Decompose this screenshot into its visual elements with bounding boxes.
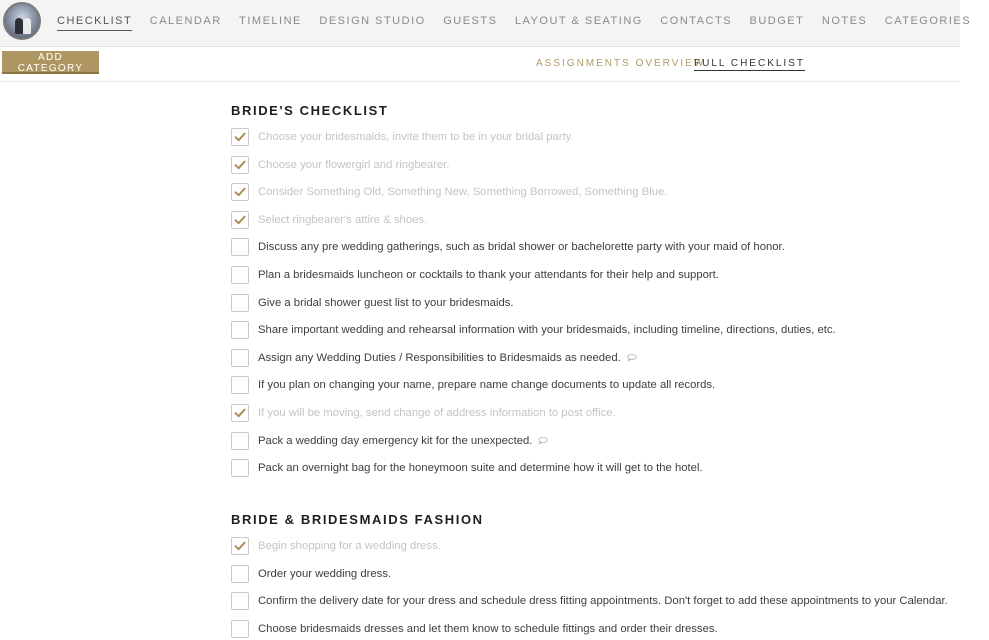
item-checkbox[interactable]	[231, 432, 249, 450]
nav-checklist[interactable]: CHECKLIST	[57, 15, 132, 31]
item-checkbox[interactable]	[231, 376, 249, 394]
item-checkbox[interactable]	[231, 620, 249, 638]
item-label[interactable]: If you plan on changing your name, prepare name change documents to update all records.	[258, 379, 716, 392]
item-checkbox[interactable]	[231, 128, 249, 146]
item-label[interactable]: Share important wedding and rehearsal information with your bridesmaids, including timeline, directions, duties, etc.	[258, 324, 836, 337]
checkmark-icon	[234, 186, 246, 198]
checklist-item	[231, 127, 574, 147]
nav-timeline[interactable]: TIMELINE	[239, 15, 302, 27]
comment-icon-wrap[interactable]	[532, 437, 548, 444]
item-checkbox[interactable]	[231, 156, 249, 174]
main-nav	[57, 15, 989, 31]
avatar-figure	[15, 18, 23, 34]
item-checkbox[interactable]	[231, 321, 249, 339]
item-label[interactable]: Choose your flowergirl and ringbearer.	[258, 158, 450, 171]
checkmark-icon	[234, 214, 246, 226]
item-label[interactable]: Plan a bridesmaids luncheon or cocktails to thank your attendants for their help and support.	[258, 269, 719, 281]
avatar[interactable]	[3, 2, 41, 40]
item-label[interactable]: If you will be moving, send change of address information to post office.	[258, 407, 616, 419]
item-checkbox[interactable]	[231, 459, 249, 477]
item-checkbox[interactable]	[231, 592, 249, 610]
item-label[interactable]: Pack an overnight bag for the honeymoon suite and determine how it will get to the hotel.	[258, 462, 703, 475]
checklist-item	[231, 564, 391, 584]
nav-design-studio[interactable]: DESIGN STUDIO	[319, 15, 426, 27]
checklist-item	[231, 536, 441, 556]
nav-contacts[interactable]: CONTACTS	[660, 15, 733, 27]
nav-categories[interactable]: CATEGORIES	[884, 15, 972, 27]
item-label[interactable]: Give a bridal shower guest list to your bridesmaids.	[258, 296, 514, 309]
checklist-item	[231, 348, 637, 368]
checklist-item	[231, 265, 719, 285]
checklist-item	[231, 403, 616, 423]
item-checkbox[interactable]	[231, 238, 249, 256]
tab-full-checklist[interactable]: FULL CHECKLIST	[694, 58, 805, 69]
item-checkbox[interactable]	[231, 294, 249, 312]
comment-icon[interactable]	[627, 354, 637, 361]
item-label[interactable]: Consider Something Old, Something New, Something Borrowed, Something Blue.	[258, 186, 668, 199]
item-checkbox[interactable]	[231, 349, 249, 367]
checkmark-icon	[234, 540, 246, 552]
checklist-item	[231, 591, 948, 611]
item-label[interactable]: Pack a wedding day emergency kit for the unexpected.	[258, 434, 533, 447]
item-label[interactable]: Choose your bridesmaids, invite them to be in your bridal party.	[258, 131, 574, 143]
item-checkbox[interactable]	[231, 183, 249, 201]
checklist-item	[231, 155, 450, 175]
item-checkbox[interactable]	[231, 266, 249, 284]
section-title: BRIDE'S CHECKLIST	[231, 103, 389, 118]
checklist-item	[231, 431, 548, 451]
item-checkbox[interactable]	[231, 211, 249, 229]
checklist-item	[231, 182, 667, 202]
checklist-item	[231, 210, 427, 230]
item-checkbox[interactable]	[231, 565, 249, 583]
item-label[interactable]: Select ringbearer's attire & shoes.	[258, 213, 428, 226]
checkmark-icon	[234, 131, 246, 143]
item-label[interactable]: Begin shopping for a wedding dress.	[258, 540, 441, 552]
checklist-item	[231, 237, 785, 257]
add-category-button[interactable]: ADD CATEGORY	[2, 51, 99, 74]
nav-notes[interactable]: NOTES	[821, 15, 868, 27]
avatar-figure	[23, 18, 31, 34]
nav-calendar[interactable]: CALENDAR	[149, 15, 222, 27]
checklist-item	[231, 320, 836, 340]
top-nav-bar	[0, 0, 972, 47]
item-label[interactable]: Order your wedding dress.	[258, 567, 392, 580]
sub-toolbar	[0, 47, 960, 82]
checklist-item	[231, 293, 514, 313]
item-label[interactable]: Confirm the delivery date for your dress and schedule dress fitting appointments. Don't forget to add these appointments to your Calendar.	[258, 595, 948, 608]
checklist-section	[231, 103, 836, 475]
item-label[interactable]: Assign any Wedding Duties / Responsibilities to Bridesmaids as needed.	[258, 351, 621, 364]
nav-layout-seating[interactable]: LAYOUT & SEATING	[514, 15, 643, 27]
tab-assignments-overview[interactable]: ASSIGNMENTS OVERVIEW	[536, 58, 706, 69]
item-checkbox[interactable]	[231, 537, 249, 555]
checklist-item	[231, 375, 715, 395]
nav-guests[interactable]: GUESTS	[443, 15, 498, 27]
nav-budget[interactable]: BUDGET	[749, 15, 805, 27]
checkmark-icon	[234, 159, 246, 171]
comment-icon-wrap[interactable]	[621, 354, 637, 361]
checklist-item	[231, 619, 718, 639]
checkmark-icon	[234, 407, 246, 419]
checklist-section	[231, 512, 948, 635]
checklist-item	[231, 458, 703, 478]
section-title: BRIDE & BRIDESMAIDS FASHION	[231, 512, 484, 527]
item-label[interactable]: Discuss any pre wedding gatherings, such as bridal shower or bachelorette party with your maid of honor.	[258, 241, 785, 254]
item-label[interactable]: Choose bridesmaids dresses and let them know to schedule fittings and order their dresses.	[258, 622, 718, 635]
item-checkbox[interactable]	[231, 404, 249, 422]
comment-icon[interactable]	[538, 437, 548, 444]
